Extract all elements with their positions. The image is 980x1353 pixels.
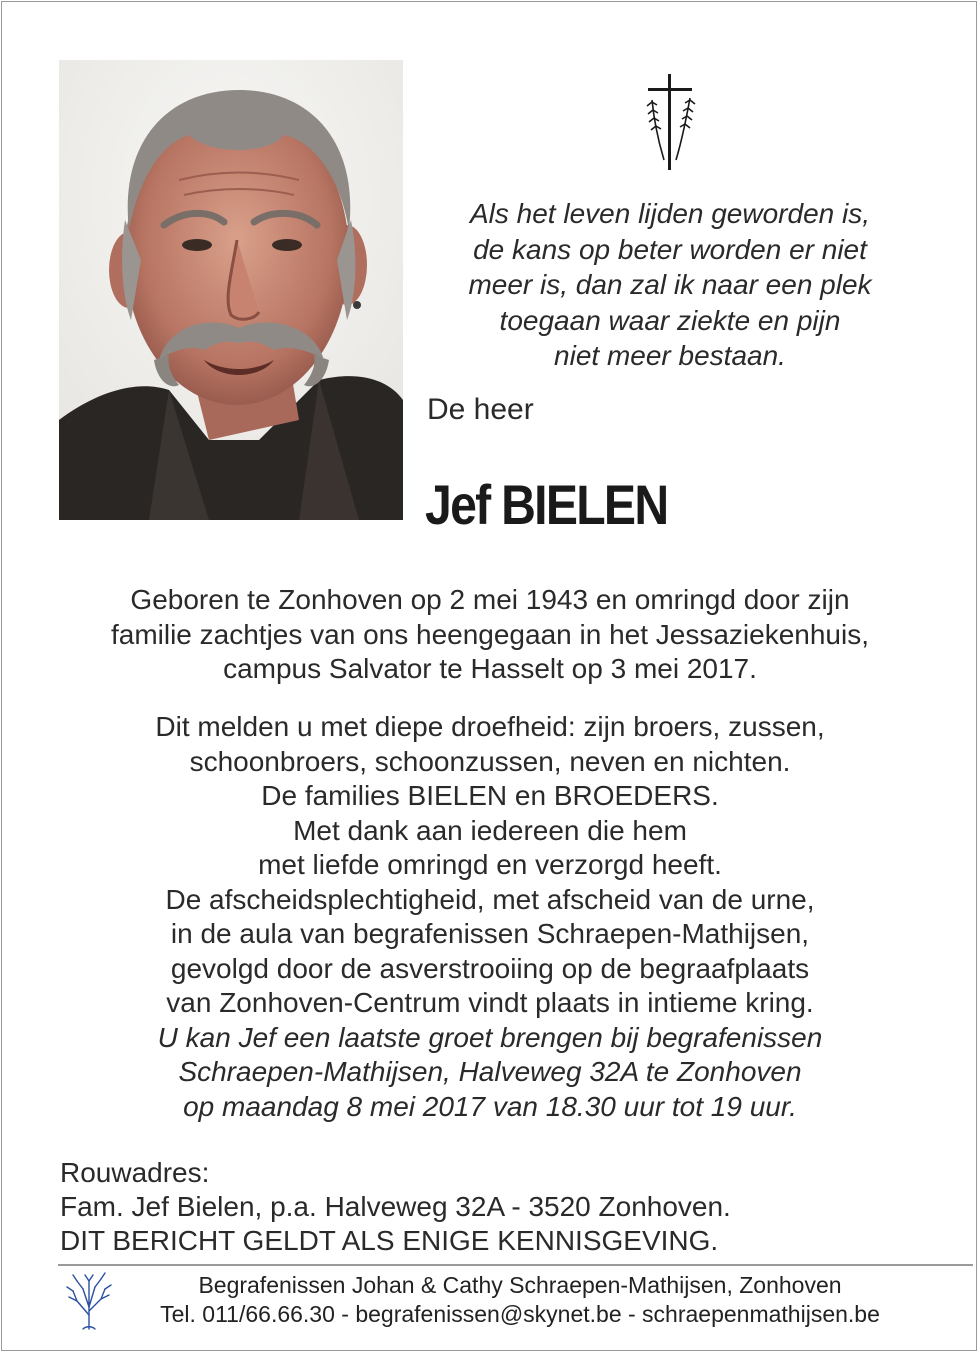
announcement-line: Dit melden u met diepe droefheid: zijn broers, zussen, — [155, 711, 825, 742]
salutation: De heer — [427, 393, 534, 426]
footer-divider — [58, 1264, 973, 1266]
birth-line: Geboren te Zonhoven op 2 mei 1943 en omringd door zijn — [130, 584, 850, 615]
notice-line: DIT BERICHT GELDT ALS ENIGE KENNISGEVING. — [60, 1225, 719, 1256]
announcement-line: schoonbroers, schoonzussen, neven en nichten. — [189, 745, 791, 777]
funeral-home-info — [120, 1271, 920, 1329]
poem-line: niet meer bestaan. — [554, 340, 786, 371]
announcement-line: Met dank aan iedereen die hem — [293, 814, 687, 846]
portrait-photo — [59, 60, 403, 520]
address-line: Fam. Jef Bielen, p.a. Halveweg 32A - 3520 Zonhoven. — [60, 1191, 731, 1222]
poem — [420, 196, 920, 374]
poem-line: de kans op beter worden er niet — [473, 233, 867, 265]
poem-line: toegaan waar ziekte en pijn — [499, 304, 841, 336]
birth-death-paragraph — [0, 583, 980, 687]
announcement-line: gevolgd door de asverstrooiing op de begraafplaats — [170, 952, 810, 984]
funeral-home-contact: Tel. 011/66.66.30 - begrafenissen@skynet.be - schraepenmathijsen.be — [160, 1301, 880, 1327]
visit-line: U kan Jef een laatste groet brengen bij begrafenissen — [157, 1021, 823, 1053]
visit-line: Schraepen-Mathijsen, Halveweg 32A te Zonhoven — [178, 1056, 802, 1087]
announcement-line: in de aula van begrafenissen Schraepen-Mathijsen, — [170, 918, 810, 949]
announcement-line: De afscheidsplechtigheid, met afscheid van de urne, — [165, 883, 815, 915]
poem-line: meer is, dan zal ik naar een plek — [468, 269, 872, 300]
cross-with-wheat-icon — [630, 70, 710, 175]
announcement-line: met liefde omringd en verzorgd heeft. — [258, 849, 722, 880]
mourning-address — [60, 1156, 731, 1258]
announcement-line: van Zonhoven-Centrum vindt plaats in intieme kring. — [166, 987, 814, 1018]
announcement-paragraph — [0, 710, 980, 1124]
announcement-line: De families BIELEN en BROEDERS. — [261, 780, 719, 811]
funeral-home-name: Begrafenissen Johan & Cathy Schraepen-Mathijsen, Zonhoven — [198, 1272, 842, 1298]
poem-line: Als het leven lijden geworden is, — [469, 198, 870, 229]
birth-line: campus Salvator te Hasselt op 3 mei 2017. — [223, 653, 757, 684]
birth-line: familie zachtjes van ons heengegaan in het Jessaziekenhuis, — [110, 618, 870, 650]
tree-icon — [63, 1271, 115, 1331]
address-label: Rouwadres: — [60, 1157, 210, 1188]
visit-line: op maandag 8 mei 2017 van 18.30 uur tot 19 uur. — [183, 1090, 797, 1122]
deceased-name: Jef BIELEN — [425, 473, 668, 536]
portrait-illustration — [59, 60, 403, 520]
